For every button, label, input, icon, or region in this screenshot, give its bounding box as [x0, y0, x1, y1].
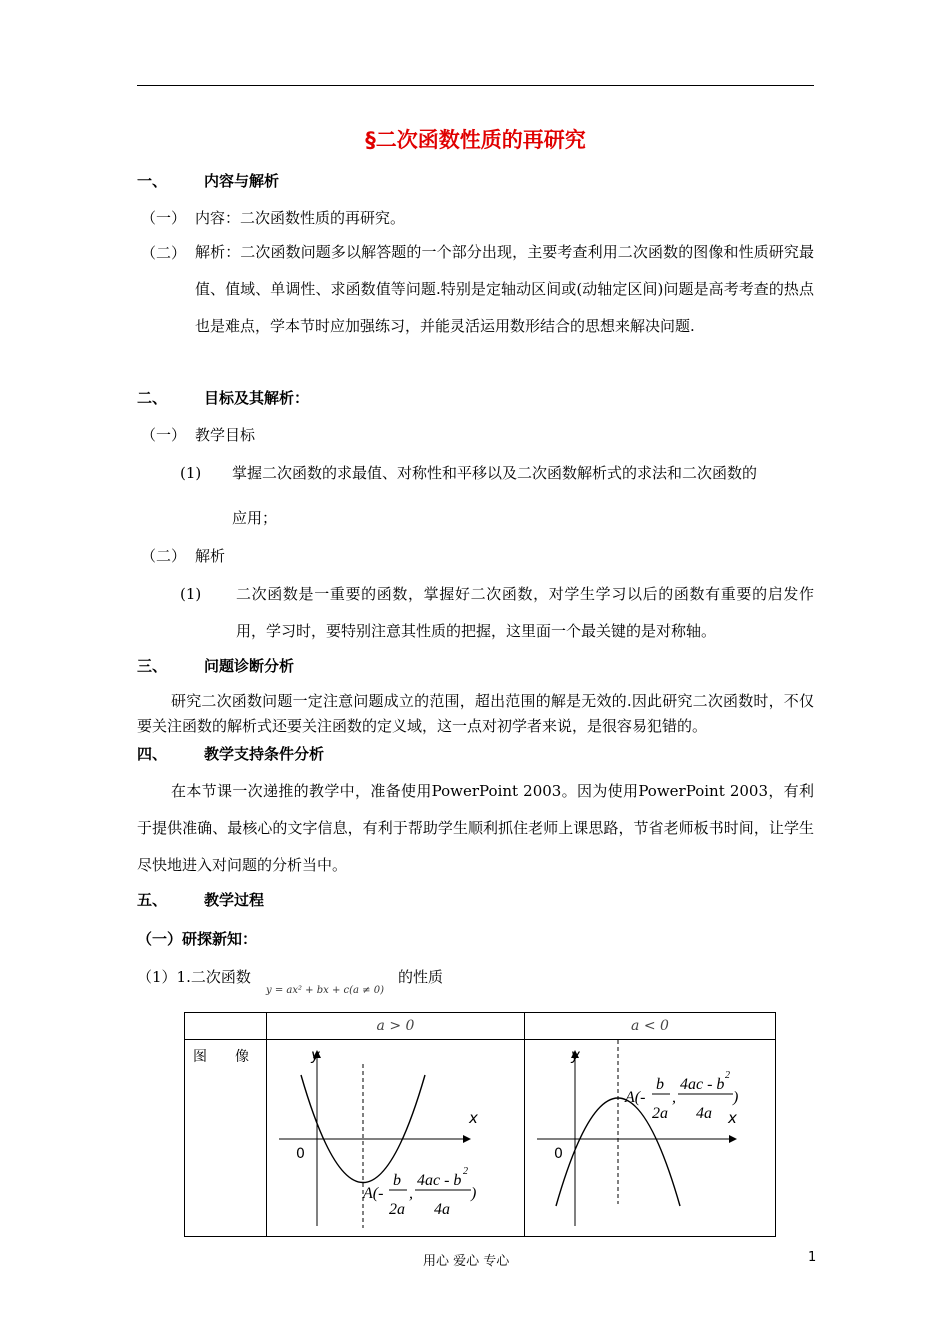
s2-goal1-label: (1) [180, 464, 202, 482]
vertex-comma: , [672, 1089, 676, 1106]
s5-subheading: （一）研探新知： [137, 930, 258, 948]
s3-paragraph: 研究二次函数问题一定注意问题成立的范围，超出范围的解是无效的.因此研究二次函数时，不仅要关注函数的解析式还要关注函数的定义域，这一点对初学者来说，是很容易犯错的。 [137, 692, 814, 735]
s1-item2-label: （二） [141, 244, 187, 262]
row-label-graph: 图 像 [185, 1040, 267, 1237]
col-a-positive: a > 0 [267, 1013, 525, 1040]
vertex-label [362, 1166, 476, 1218]
section-5-number: 五、 [137, 891, 168, 909]
vertex-num-4ac: 4ac - b [680, 1076, 725, 1093]
vertex-prefix: A(- [625, 1089, 646, 1106]
vertex-prefix: A(- [363, 1185, 384, 1202]
vertex-close: ) [733, 1089, 739, 1106]
downward-parabola-graph [525, 1040, 775, 1230]
s1-item2-text: 解析：二次函数问题多以解答题的一个部分出现，主要考查利用二次函数的图像和性质研究最值、值域、单调性、求函数值等问题.特别是定轴动区间或(动轴定区间)问题是高考考查的热点也是难点，学本节时应加强练习，并能灵活运用数形结合的思想来解决问题. [195, 243, 814, 335]
graph-cell-upward [267, 1040, 525, 1237]
vertex-close: ) [471, 1185, 477, 1202]
section-3-heading: 问题诊断分析 [204, 657, 295, 675]
s2-goal1-line1: 掌握二次函数的求最值、对称性和平移以及二次函数解析式的求法和二次函数的 [232, 464, 758, 482]
vertex-den-4a: 4a [434, 1201, 450, 1218]
document-title: §二次函数性质的再研究 [365, 128, 586, 152]
s5-item-prefix: （1）1.二次函数 [137, 968, 251, 986]
section-1-number: 一、 [137, 172, 168, 190]
s1-item1-text: 内容：二次函数性质的再研究。 [195, 209, 406, 227]
vertex-sup-2: 2 [463, 1166, 468, 1177]
section-2-number: 二、 [137, 389, 168, 407]
origin-label: 0 [296, 1146, 305, 1162]
x-axis-label: x [469, 1109, 478, 1127]
s2-item1-label: （一） [141, 426, 187, 444]
s2-item2-text: 解析 [195, 547, 226, 565]
section-1-heading: 内容与解析 [204, 172, 280, 190]
x-axis-arrow [463, 1135, 471, 1143]
quadratic-formula: y = ax² + bx + c(a ≠ 0) [266, 985, 384, 996]
section-4-heading: 教学支持条件分析 [204, 745, 325, 763]
vertex-den-2a: 2a [652, 1105, 668, 1122]
vertex-comma: , [409, 1185, 413, 1202]
y-axis-label: y [571, 1046, 580, 1064]
x-axis-label: x [728, 1109, 737, 1127]
s2-item1-text: 教学目标 [195, 426, 256, 444]
section-5-heading: 教学过程 [204, 891, 265, 909]
s2-item2-label: （二） [141, 547, 187, 565]
table-row-graph [185, 1040, 776, 1237]
footer-motto: 用心 爱心 专心 [423, 1254, 510, 1269]
graph-cell-downward [525, 1040, 776, 1237]
s2-analysis1-text: 二次函数是一重要的函数，掌握好二次函数，对学生学习以后的函数有重要的启发作用，学习时，要特别注意其性质的把握，这里面一个最关键的是对称轴。 [236, 585, 814, 640]
header-rule [137, 85, 814, 86]
vertex-den-2a: 2a [389, 1201, 405, 1218]
properties-table [184, 1012, 776, 1237]
y-axis-label: y [311, 1046, 320, 1064]
vertex-den-4a: 4a [696, 1105, 712, 1122]
vertex-label [624, 1070, 738, 1122]
section-4-number: 四、 [137, 745, 168, 763]
s2-analysis1-label: (1) [180, 585, 202, 603]
table-corner-cell [185, 1013, 267, 1040]
s1-item1-label: （一） [141, 209, 187, 227]
vertex-sup-2: 2 [725, 1070, 730, 1081]
origin-label: 0 [554, 1146, 563, 1162]
x-axis-arrow [729, 1135, 737, 1143]
vertex-num-b: b [656, 1076, 664, 1093]
page-number: 1 [808, 1250, 817, 1265]
s4-paragraph: 在本节课一次递推的教学中，准备使用PowerPoint 2003。因为使用PowerPoint 2003，有利于提供准确、最核心的文字信息，有利于帮助学生顺利抓住老师上课思路，节省老师板书时间，让学生尽快地进入对问题的分析当中。 [137, 782, 814, 874]
s2-goal1-line2: 应用； [232, 509, 278, 527]
section-3-number: 三、 [137, 657, 168, 675]
vertex-num-4ac: 4ac - b [417, 1172, 462, 1189]
col-a-negative: a < 0 [525, 1013, 776, 1040]
upward-parabola-graph [267, 1040, 524, 1230]
vertex-num-b: b [393, 1172, 401, 1189]
table-header-row [185, 1013, 776, 1040]
s5-item-suffix: 的性质 [398, 968, 444, 986]
section-2-heading: 目标及其解析： [204, 389, 310, 407]
